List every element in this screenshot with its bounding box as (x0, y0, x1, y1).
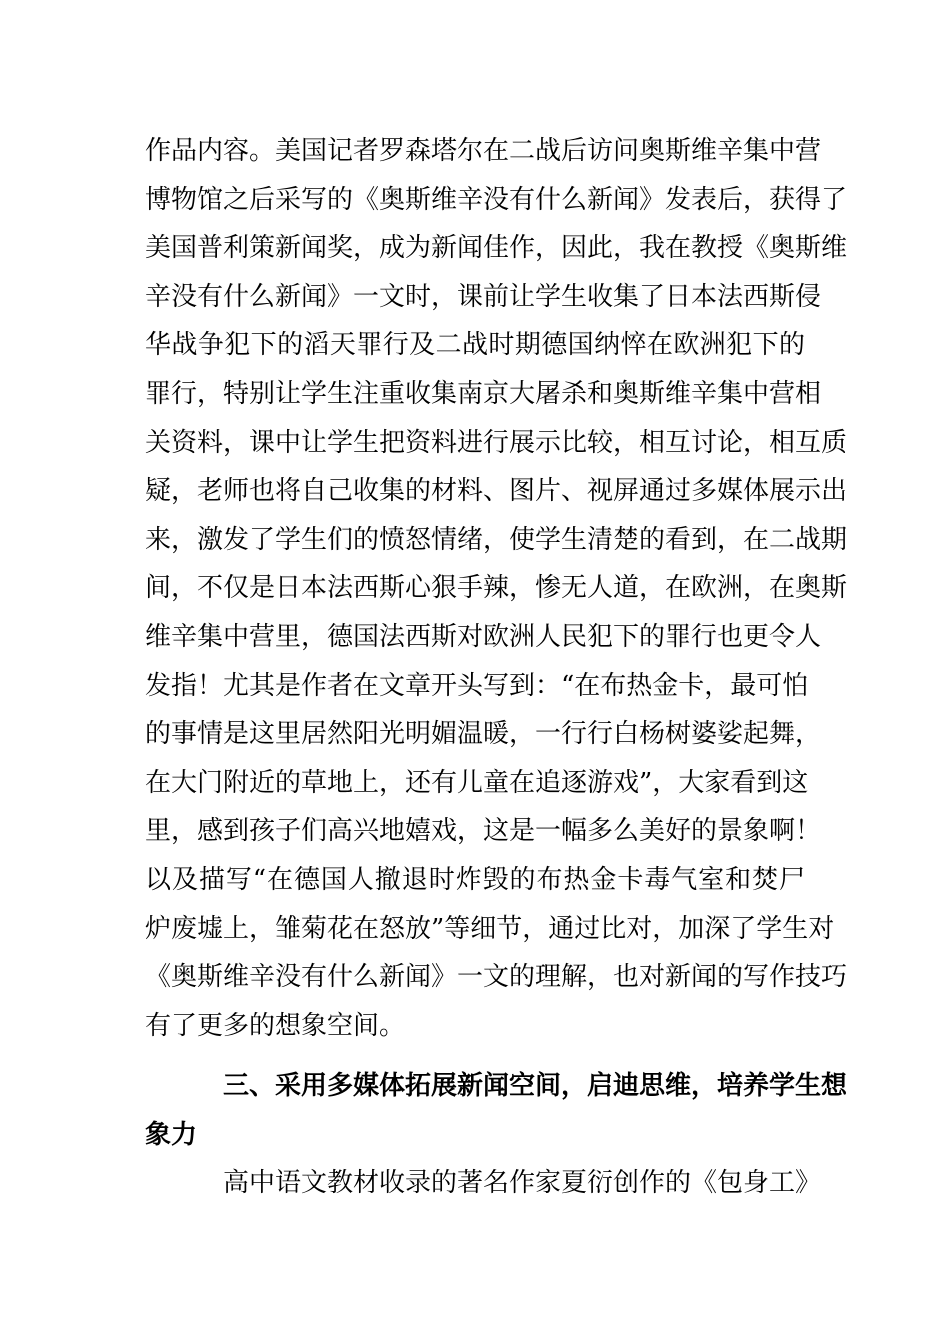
paragraph-line: 疑，老师也将自己收集的材料、图片、视屏通过多媒体展示出 (145, 476, 848, 507)
paragraph-line: 罪行，特别让学生注重收集南京大屠杀和奥斯维辛集中营相 (145, 378, 822, 409)
paragraph-line: 发指！尤其是作者在文章开头写到：“在布热金卡，最可怕 (145, 670, 809, 701)
section-heading-line-1: 三、采用多媒体拓展新闻空间，启迪思维，培养学生想 (223, 1071, 848, 1102)
paragraph-line: 有了更多的想象空间。 (145, 1010, 406, 1041)
body-paragraph-2 (145, 1159, 822, 1208)
paragraph-line: 博物馆之后采写的《奥斯维辛没有什么新闻》发表后，获得了 (145, 184, 848, 215)
paragraph-line: 美国普利策新闻奖，成为新闻佳作，因此，我在教授《奥斯维 (145, 233, 848, 264)
document-body (145, 127, 848, 1208)
paragraph-line: 在大门附近的草地上，还有儿童在追逐游戏”，大家看到这 (145, 767, 809, 798)
paragraph-line: 来，激发了学生们的愤怒情绪，使学生清楚的看到，在二战期 (145, 524, 848, 555)
paragraph-line: 华战争犯下的滔天罪行及二战时期德国纳悴在欧洲犯下的 (145, 330, 805, 361)
paragraph-line: 以及描写“在德国人撤退时炸毁的布热金卡毒气室和焚尸 (145, 864, 805, 895)
section-heading (145, 1062, 848, 1159)
paragraph-line: 作品内容。美国记者罗森塔尔在二战后访问奥斯维辛集中营 (145, 136, 822, 166)
paragraph-line: 间，不仅是日本法西斯心狠手辣，惨无人道，在欧洲，在奥斯 (145, 573, 848, 604)
section-heading-line-2: 象力 (145, 1119, 198, 1150)
paragraph-line: 关资料，课中让学生把资料进行展示比较，相互讨论，相互质 (145, 427, 848, 458)
paragraph-line: 的事情是这里居然阳光明媚温暖，一行行白杨树婆娑起舞， (145, 719, 822, 750)
paragraph-line: 《奥斯维辛没有什么新闻》一文的理解，也对新闻的写作技巧 (145, 962, 848, 993)
paragraph-line: 维辛集中营里，德国法西斯对欧洲人民犯下的罪行也更令人 (145, 621, 822, 652)
body-paragraph-1 (145, 127, 848, 1050)
paragraph-line: 炉废墟上，雏菊花在怒放”等细节，通过比对，加深了学生对 (145, 913, 835, 944)
paragraph-line: 辛没有什么新闻》一文时，课前让学生收集了日本法西斯侵 (145, 281, 822, 312)
paragraph-line: 里，感到孩子们高兴地嬉戏，这是一幅多么美好的景象啊！ (145, 816, 822, 847)
paragraph-line: 高中语文教材收录的著名作家夏衍创作的《包身工》 (223, 1168, 822, 1199)
